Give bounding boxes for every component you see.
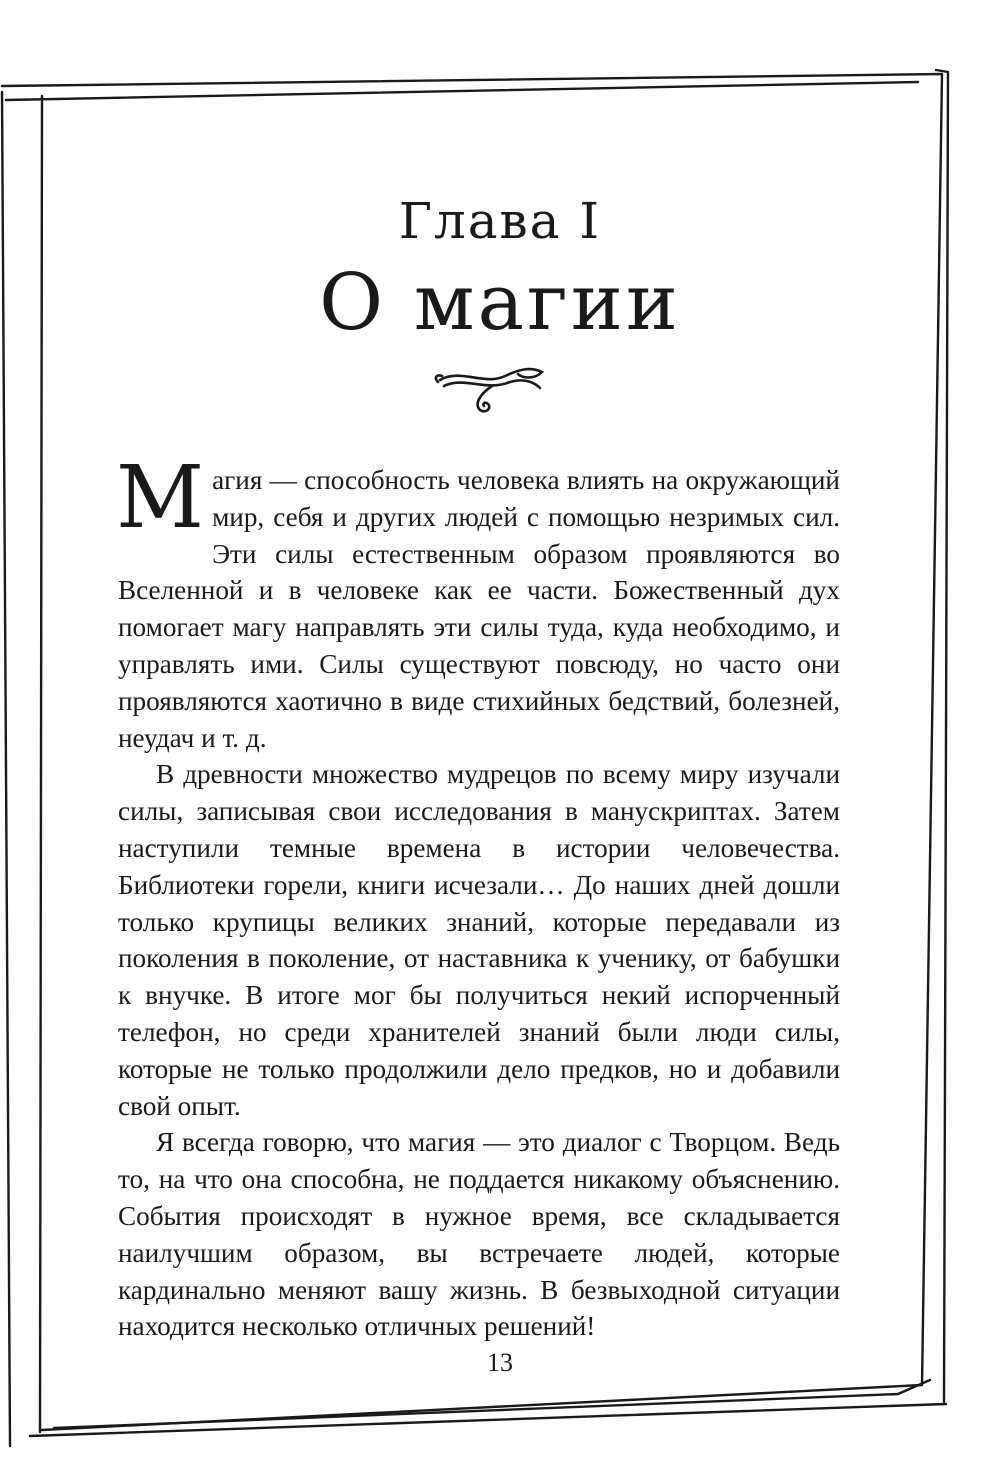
paragraph-3: Я всегда говорю, что магия — это диалог с Творцом. Ведь то, на что она способна, не поддается никакому объяснению. События происходят в нужное время, все складывается наилучшим образом, вы встречаете людей, которые кардинально меняют вашу жизнь. В безвыходной ситуации находится несколько отличных решений! <box>118 1127 840 1342</box>
drop-cap: М <box>116 448 205 548</box>
chapter-label: Глава I <box>398 192 602 250</box>
page-number: 13 <box>487 1348 513 1377</box>
flourish-ornament-icon <box>430 360 560 420</box>
paragraph-2: В древности множество мудрецов по всему миру изучали силы, записывая свои исследования в манускриптах. Затем наступили темные времена в истории человечества. Библиотеки горели, книги исчезали… До наших дней дошли только крупицы великих знаний, которые передавали из поколения в поколение, от наставника к ученику, от бабушки к внучке. В итоге мог бы получиться некий испорченный телефон, но среди хранителей знаний были люди силы, которые не только продолжили дело предков, но и добавили свой опыт. <box>118 759 840 1121</box>
paragraph-1-text: агия — способность человека влиять на окружающий мир, себя и других людей с помощью незримых сил. Эти силы естественным образом проявляются во Вселенной и в человеке как ее части. Божественный дух помогает магу направлять эти силы туда, куда необходимо, и управлять ими. Силы существуют повсюду, но часто они проявляются хаотично в виде стихийных бедствий, болезней, неудач и т. д. <box>118 465 840 753</box>
paragraph-1 <box>116 448 840 756</box>
chapter-title: О магии <box>319 258 681 348</box>
body-text <box>116 448 840 1345</box>
